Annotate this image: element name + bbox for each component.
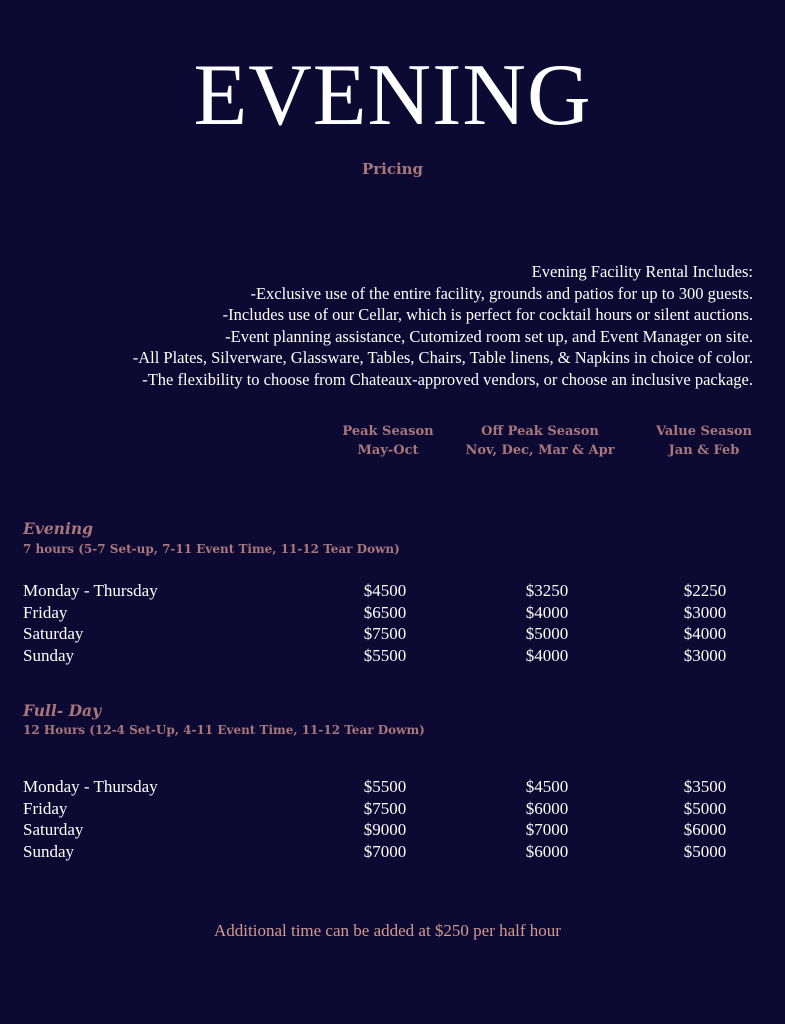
price-peak: $5500 — [363, 646, 407, 665]
price-value: $5000 — [683, 799, 727, 818]
row-day: Friday — [23, 603, 68, 622]
row-day: Friday — [23, 799, 68, 818]
price-off-peak: $4500 — [525, 777, 569, 796]
season-name: Value Season — [655, 424, 753, 439]
section-title-full-day: Full- Day — [23, 701, 102, 720]
season-header-peak — [336, 422, 440, 460]
price-row — [0, 623, 785, 644]
price-peak: $9000 — [363, 820, 407, 839]
price-value: $4000 — [683, 624, 727, 643]
price-value: $2250 — [683, 581, 727, 600]
price-off-peak: $7000 — [525, 820, 569, 839]
price-row — [0, 602, 785, 623]
price-value: $3000 — [683, 603, 727, 622]
row-day: Sunday — [23, 842, 74, 861]
includes-item: -The flexibility to choose from Chateaux-approved vendors, or choose an inclusive package. — [142, 369, 753, 389]
price-row — [0, 841, 785, 862]
row-day: Sunday — [23, 646, 74, 665]
row-day: Saturday — [23, 624, 84, 643]
price-row — [0, 776, 785, 797]
price-peak: $5500 — [363, 777, 407, 796]
season-name: Peak Season — [342, 424, 434, 439]
includes-list — [133, 261, 753, 390]
price-value: $6000 — [683, 820, 727, 839]
price-off-peak: $5000 — [525, 624, 569, 643]
includes-item: -Exclusive use of the entire facility, grounds and patios for up to 300 guests. — [250, 283, 753, 303]
season-header-value — [650, 422, 758, 460]
price-peak: $4500 — [363, 581, 407, 600]
includes-heading: Evening Facility Rental Includes: — [531, 262, 753, 281]
section-subtitle-evening: 7 hours (5-7 Set-up, 7-11 Event Time, 11-12 Tear Down) — [23, 542, 400, 556]
price-peak: $7500 — [363, 799, 407, 818]
price-value: $3000 — [683, 646, 727, 665]
price-value: $5000 — [683, 842, 727, 861]
price-off-peak: $6000 — [525, 842, 569, 861]
page-title: EVENING — [193, 47, 592, 144]
row-day: Monday - Thursday — [23, 581, 158, 600]
includes-item: -Event planning assistance, Cutomized room set up, and Event Manager on site. — [225, 326, 753, 346]
price-value: $3500 — [683, 777, 727, 796]
price-off-peak: $4000 — [525, 646, 569, 665]
price-off-peak: $6000 — [525, 799, 569, 818]
price-peak: $7500 — [363, 624, 407, 643]
price-peak: $7000 — [363, 842, 407, 861]
price-row — [0, 645, 785, 666]
season-months: Nov, Dec, Mar & Apr — [465, 443, 615, 458]
row-day: Saturday — [23, 820, 84, 839]
additional-time-note: Additional time can be added at $250 per half hour — [214, 921, 561, 940]
row-day: Monday - Thursday — [23, 777, 158, 796]
price-row — [0, 798, 785, 819]
season-months: May-Oct — [357, 443, 419, 458]
price-peak: $6500 — [363, 603, 407, 622]
section-title-evening: Evening — [23, 519, 93, 538]
price-row — [0, 580, 785, 601]
page-subtitle: Pricing — [361, 160, 424, 178]
season-months: Jan & Feb — [668, 443, 740, 458]
season-name: Off Peak Season — [481, 424, 599, 439]
price-row — [0, 819, 785, 840]
season-header-off-peak — [462, 422, 618, 460]
includes-item: -All Plates, Silverware, Glassware, Tables, Chairs, Table linens, & Napkins in choice of color. — [132, 348, 753, 367]
includes-item: -Includes use of our Cellar, which is perfect for cocktail hours or silent auctions. — [222, 305, 753, 324]
price-off-peak: $4000 — [525, 603, 569, 622]
section-subtitle-full-day: 12 Hours (12-4 Set-Up, 4-11 Event Time, 11-12 Tear Dowm) — [23, 723, 425, 737]
price-off-peak: $3250 — [525, 581, 569, 600]
